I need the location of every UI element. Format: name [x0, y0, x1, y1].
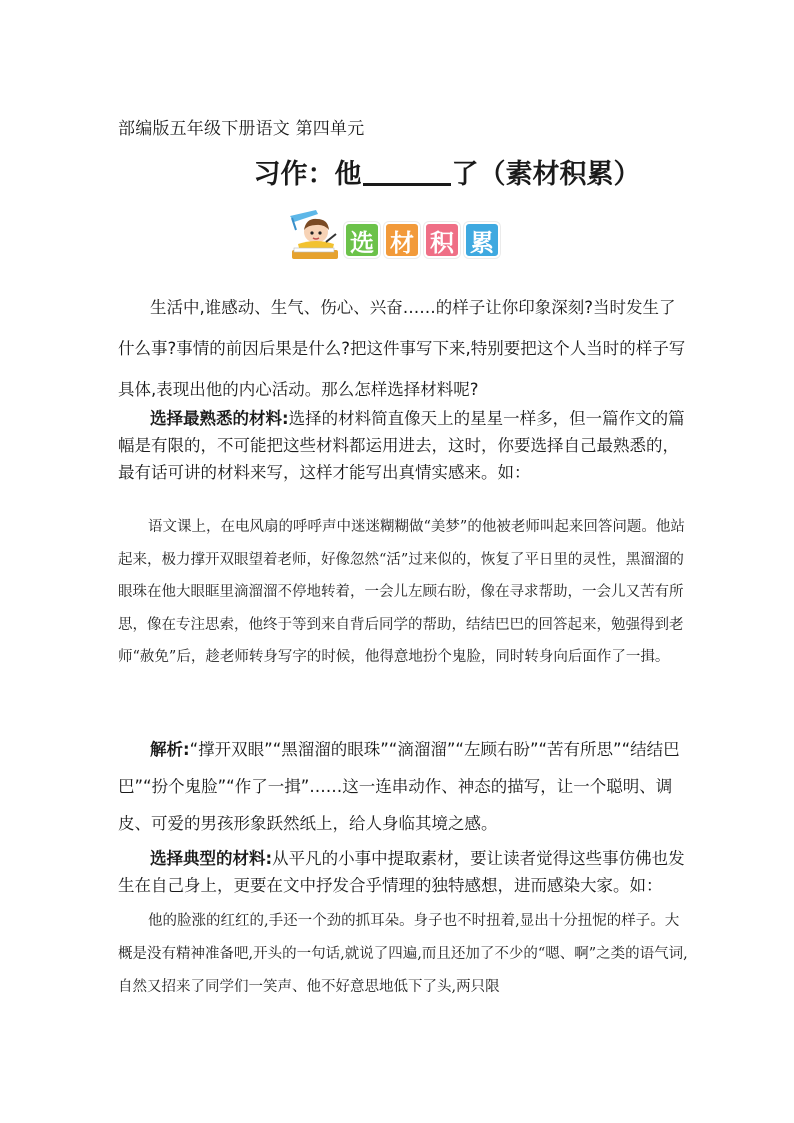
- intro-paragraph: 生活中,谁感动、生气、伤心、兴奋……的样子让你印象深刻?当时发生了什么事?事情的前因后果是什么?把这件事写下来,特别要把这个人当时的样子写具体,表现出他的内心活动。那么怎样选择材料呢?: [118, 298, 686, 399]
- analysis-label: 解析:: [150, 740, 190, 759]
- title-suffix: 了（素材积累）: [451, 159, 641, 190]
- section-banner: [286, 208, 526, 262]
- familiar-label: 选择最熟悉的材料:: [150, 409, 289, 428]
- banner-tile-1: 选: [344, 222, 380, 258]
- banner-tile-4: 累: [464, 222, 500, 258]
- typical-material-paragraph: [118, 845, 688, 899]
- banner-tile-3: 积: [424, 222, 460, 258]
- banner-tiles: [344, 222, 500, 258]
- boy-writing-icon: [286, 208, 342, 262]
- analysis-text: “撑开双眼”“黑溜溜的眼珠”“滴溜溜”“左顾右盼”“苦有所思”“结结巴巴”“扮个鬼脸”“作了一揖”……这一连串动作、神态的描写，让一个聪明、调皮、可爱的男孩形象跃然纸上，给人身临其境之感。: [118, 740, 680, 833]
- banner-tile-2: 材: [384, 222, 420, 258]
- familiar-text: 选择的材料简直像天上的星星一样多，但一篇作文的篇幅是有限的，不可能把这些材料都运用进去，这时，你要选择自己最熟悉的，最有话可讲的材料来写，这样才能写出真情实感来。如：: [118, 409, 685, 482]
- example-passage-1: 语文课上，在电风扇的呼呼声中迷迷糊糊做“美梦”的他被老师叫起来回答问题。他站起来，极力撑开双眼望着老师，好像忽然“活”过来似的，恢复了平日里的灵性，黑溜溜的眼珠在他大眼眶里滴溜溜不停地转着，一会儿左顾右盼，像在寻求帮助，一会儿又苦有所思，像在专注思索，他终于等到来自背后同学的帮助，结结巴巴的回答起来，勉强得到老师“赦免”后，趁老师转身写字的时候，他得意地扮个鬼脸，同时转身向后面作了一揖。: [118, 519, 685, 665]
- page-title: [0, 152, 794, 191]
- title-prefix: 习作：他: [253, 159, 362, 190]
- typical-label: 选择典型的材料:: [150, 849, 273, 868]
- title-blank-line: [363, 157, 451, 186]
- unit-line: 部编版五年级下册语文 第四单元: [118, 119, 365, 139]
- analysis-paragraph: [118, 731, 688, 842]
- example-passage-2: 他的脸涨的红红的,手还一个劲的抓耳朵。身子也不时扭着,显出十分扭怩的样子。大概是没有精神准备吧,开头的一句话,就说了四遍,而且还加了不少的“嗯、啊”之类的语气词,自然又招来了同学们一笑声、他不好意思地低下了头,两只限: [118, 913, 688, 995]
- familiar-material-paragraph: [118, 405, 688, 486]
- typical-text: 从平凡的小事中提取素材，要让读者觉得这些事仿佛也发生在自己身上，更要在文中抒发合乎情理的独特感想，进而感染大家。如：: [118, 849, 685, 895]
